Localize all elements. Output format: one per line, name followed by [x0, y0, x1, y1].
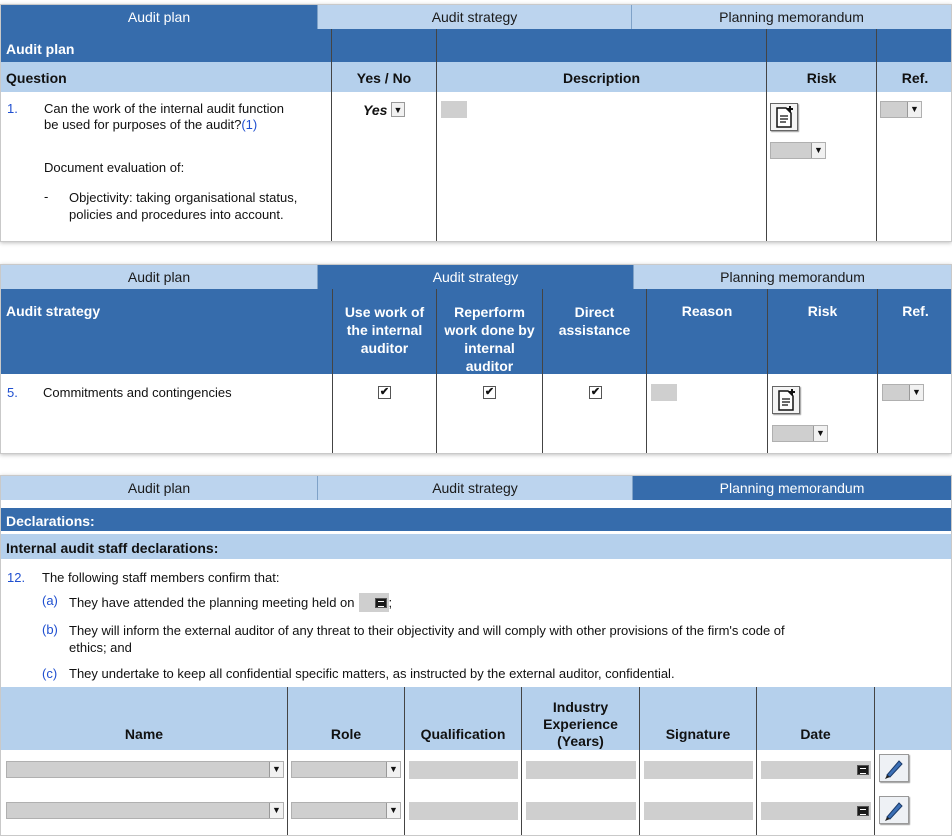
staff-table-body: [1, 750, 951, 836]
tab-audit-strategy[interactable]: Audit strategy: [318, 476, 633, 500]
header-name: Name: [1, 687, 288, 750]
audit-plan-panel: [0, 4, 952, 242]
header-experience: Industry Experience (Years): [522, 687, 640, 750]
document-evaluation-label: Document evaluation of:: [44, 160, 185, 175]
bullet-dash: -: [44, 189, 49, 204]
pen-sign-icon: [880, 755, 908, 781]
tab-planning-memorandum[interactable]: Planning memorandum: [634, 265, 951, 289]
yes-no-cell: [332, 92, 437, 242]
header-ref: Ref.: [901, 70, 929, 86]
tab-audit-plan[interactable]: Audit plan: [1, 5, 318, 29]
question-row: [1, 92, 951, 242]
tab-planning-memorandum[interactable]: Planning memorandum: [633, 476, 951, 500]
calendar-icon[interactable]: [857, 765, 869, 775]
header-reperform: Reperform work done by internal auditor: [437, 289, 543, 374]
header-question: Question: [1, 62, 332, 92]
audit-strategy-panel: [0, 264, 952, 454]
tab-audit-plan[interactable]: Audit plan: [1, 476, 318, 500]
item-letter-c: (c): [42, 666, 58, 681]
dropdown-arrow-icon: ▼: [811, 143, 825, 158]
use-work-checkbox[interactable]: ✔: [379, 386, 390, 398]
use-work-cell: [333, 374, 437, 454]
header-risk: Risk: [767, 62, 877, 92]
pen-sign-icon: [880, 797, 908, 823]
dropdown-arrow-icon: ▼: [907, 102, 921, 117]
strategy-header-row: [1, 289, 951, 374]
item-letter-b: (b): [42, 622, 58, 637]
reperform-cell: [437, 374, 543, 454]
item-c-text: They undertake to keep all confidential specific matters, as instructed by the external auditor, confidential.: [69, 666, 675, 681]
ref-cell: [878, 374, 952, 454]
strategy-item-cell: [1, 374, 333, 454]
dropdown-arrow-icon: ▼: [269, 803, 283, 818]
tab-bar: [1, 5, 951, 29]
direct-assistance-cell: [543, 374, 647, 454]
sign-button[interactable]: [879, 796, 909, 824]
question-text: Can the work of the internal audit function be used for purposes of the audit?: [44, 101, 284, 132]
ref-dropdown[interactable]: [880, 101, 922, 118]
header-role: Role: [288, 687, 405, 750]
header-description: Description: [437, 62, 767, 92]
staff-declarations-title: Internal audit staff declarations:: [1, 534, 951, 559]
question-cell: [1, 92, 332, 242]
item-letter-a: (a): [42, 593, 58, 608]
declaration-intro: The following staff members confirm that:: [42, 570, 280, 585]
strategy-item-row: [1, 374, 951, 454]
tab-bar: [1, 476, 951, 500]
calendar-icon[interactable]: [375, 598, 387, 608]
name-dropdown[interactable]: [6, 802, 284, 819]
item-a: [69, 593, 392, 612]
bullet-text: Objectivity: taking organisational status, policies and procedures into account.: [69, 190, 298, 222]
item-label: Commitments and contingencies: [43, 385, 232, 400]
column-header-row: [1, 62, 951, 92]
qualification-input[interactable]: [409, 802, 518, 820]
item-number: 12.: [7, 570, 26, 585]
header-direct-assistance: Direct assistance: [543, 289, 647, 374]
add-document-icon[interactable]: [770, 103, 798, 131]
dropdown-arrow-icon: ▼: [813, 426, 827, 441]
tab-audit-strategy[interactable]: Audit strategy: [318, 265, 634, 289]
date-input[interactable]: [761, 802, 871, 820]
header-risk: Risk: [768, 289, 878, 374]
risk-cell: [768, 374, 878, 454]
tab-planning-memorandum[interactable]: Planning memorandum: [632, 5, 951, 29]
description-cell: [437, 92, 767, 242]
ref-dropdown[interactable]: [882, 384, 924, 401]
direct-assistance-checkbox[interactable]: ✔: [590, 386, 601, 398]
header-audit-strategy: Audit strategy: [1, 289, 333, 374]
reperform-checkbox[interactable]: ✔: [484, 386, 495, 398]
staff-table-header: [1, 687, 951, 750]
item-a-text: They have attended the planning meeting held on: [69, 595, 355, 610]
item-number: 5.: [7, 385, 18, 400]
tab-audit-strategy[interactable]: Audit strategy: [318, 5, 632, 29]
tab-audit-plan[interactable]: Audit plan: [1, 265, 318, 289]
experience-input[interactable]: [526, 761, 636, 779]
risk-dropdown[interactable]: [772, 425, 828, 442]
qualification-input[interactable]: [409, 761, 518, 779]
dropdown-arrow-icon: ▼: [909, 385, 923, 400]
name-dropdown[interactable]: [6, 761, 284, 778]
role-dropdown[interactable]: [291, 802, 401, 819]
header-use-work: Use work of the internal auditor: [333, 289, 437, 374]
role-dropdown[interactable]: [291, 761, 401, 778]
dropdown-arrow-icon: ▼: [386, 762, 400, 777]
question-number: 1.: [7, 101, 18, 116]
question-footnote-link[interactable]: (1): [241, 117, 258, 132]
sign-button[interactable]: [879, 754, 909, 782]
yes-no-value: Yes: [363, 102, 388, 118]
planning-memorandum-panel: [0, 475, 952, 836]
section-title-row: [1, 29, 951, 62]
item-a-suffix: ;: [388, 595, 393, 610]
header-ref: Ref.: [902, 303, 929, 319]
tab-bar: [1, 265, 951, 289]
section-title: Audit plan: [1, 29, 332, 62]
header-date: Date: [757, 687, 875, 750]
signature-input[interactable]: [644, 761, 753, 779]
date-input[interactable]: [761, 761, 871, 779]
header-signature: Signature: [640, 687, 757, 750]
description-input[interactable]: [441, 101, 467, 118]
risk-cell: [767, 92, 877, 242]
risk-dropdown[interactable]: [770, 142, 826, 159]
ref-cell: [877, 92, 952, 242]
dropdown-arrow-icon: ▼: [269, 762, 283, 777]
signature-input[interactable]: [644, 802, 753, 820]
header-reason: Reason: [647, 289, 768, 374]
item-b-text: They will inform the external auditor of any threat to their objectivity and will comply with other provisions of the firm's code of ethics; and: [69, 623, 785, 655]
dropdown-arrow-icon: ▼: [386, 803, 400, 818]
reason-input[interactable]: [651, 384, 677, 401]
dropdown-arrow-icon: ▼: [391, 102, 405, 117]
meeting-date-input[interactable]: [359, 593, 389, 612]
header-yes-no: Yes / No: [332, 62, 437, 92]
reason-cell: [647, 374, 768, 454]
add-document-icon[interactable]: [772, 386, 800, 414]
calendar-icon[interactable]: [857, 806, 869, 816]
yes-no-dropdown[interactable]: [363, 102, 405, 119]
experience-input[interactable]: [526, 802, 636, 820]
declarations-title: Declarations:: [1, 508, 951, 531]
header-qualification: Qualification: [405, 687, 522, 750]
